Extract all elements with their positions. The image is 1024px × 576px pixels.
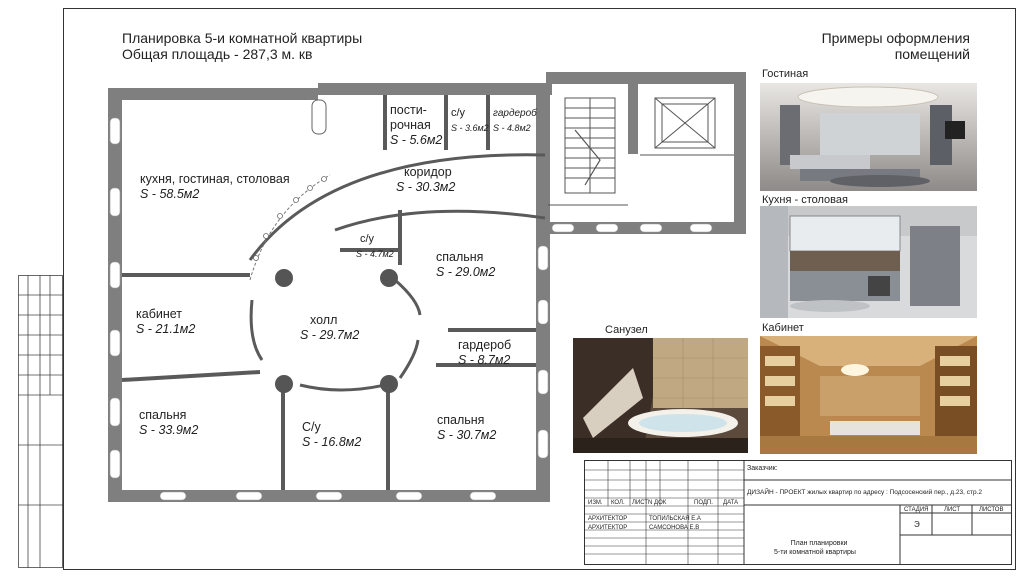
photo-study <box>760 336 977 454</box>
room-wc2 <box>356 232 394 262</box>
room-wc3 <box>302 420 361 450</box>
plan-title-line2: Общая площадь - 287,3 м. кв <box>122 46 313 62</box>
photo-caption-study: Кабинет <box>762 322 804 334</box>
examples-title <box>760 30 970 62</box>
photo-caption-kitchen: Кухня - столовая <box>762 194 848 206</box>
tb-col-ndok: N ДОК <box>648 500 667 506</box>
tb-sheets-label: ЛИСТОВ <box>979 507 1004 513</box>
photo-kitchen <box>760 206 977 318</box>
room-corridor <box>396 165 455 195</box>
tb-role1: АРХИТЕКТОР <box>588 516 628 522</box>
room-hall-area: S - 29.7м2 <box>300 328 360 342</box>
room-wc2-name: с/у <box>360 233 375 245</box>
room-study-area: S - 21.1м2 <box>136 322 196 336</box>
tb-stage-value: Э <box>914 520 920 529</box>
title-block <box>584 460 1012 565</box>
tb-col-data: ДАТА <box>723 500 739 506</box>
side-stamp-grid <box>18 275 63 568</box>
room-bedroom2 <box>139 408 198 438</box>
photo-caption-living: Гостиная <box>762 68 809 80</box>
room-bedroom1-name: спальня <box>436 250 484 264</box>
room-wc3-area: S - 16.8м2 <box>302 435 362 449</box>
room-bedroom2-area: S - 33.9м2 <box>139 423 199 437</box>
room-kitchen-living-dining <box>140 172 290 202</box>
tb-sheet-title2: 5-ти комнатной квартиры <box>774 549 856 556</box>
tb-role2: АРХИТЕКТОР <box>588 525 628 531</box>
room-bedroom1-area: S - 29.0м2 <box>436 265 496 279</box>
tb-col-list: ЛИСТ <box>632 500 649 506</box>
room-wardrobe1 <box>493 106 537 136</box>
tb-name2: САМСОНОВА Е.В <box>649 525 700 531</box>
tb-sheet-title1: План планировки <box>790 540 848 547</box>
tb-stage-label: СТАДИЯ <box>904 507 929 513</box>
examples-title-line2: помещений <box>894 46 970 62</box>
room-hall-name: холл <box>310 313 338 327</box>
room-wardrobe1-area: S - 4.8м2 <box>493 123 531 133</box>
room-laundry-name1: пости- <box>390 103 427 117</box>
room-kitchen-area: S - 58.5м2 <box>140 187 200 201</box>
photo-bathroom <box>573 338 748 453</box>
tb-sheet-label: ЛИСТ <box>944 507 961 513</box>
room-wardrobe2-name: гардероб <box>458 338 512 352</box>
examples-title-line1: Примеры оформления <box>821 30 970 46</box>
tb-col-kol: КОЛ. <box>611 500 625 506</box>
tb-client-label: Заказчик: <box>747 465 778 472</box>
room-laundry <box>390 103 442 148</box>
room-study-name: кабинет <box>136 307 183 321</box>
room-laundry-area: S - 5.6м2 <box>390 133 443 147</box>
room-wc1-name: с/у <box>451 107 466 119</box>
room-wardrobe1-name: гардероб <box>493 108 537 119</box>
room-wc1-area: S - 3.6м2 <box>451 123 489 133</box>
room-corridor-name: коридор <box>404 165 452 179</box>
room-wardrobe2-area: S - 8.7м2 <box>458 353 511 367</box>
room-laundry-name2: рочная <box>390 118 431 132</box>
room-wc2-area: S - 4.7м2 <box>356 249 394 259</box>
room-wc1 <box>451 106 489 136</box>
photo-living-room <box>760 83 977 191</box>
plan-title-line1: Планировка 5-и комнатной квартиры <box>122 30 363 46</box>
tb-project: ДИЗАЙН - ПРОЕКТ жилых квартир по адресу : Подсосенский пер., д.23, стр.2 <box>747 489 982 496</box>
photo-caption-bath: Санузел <box>605 324 648 336</box>
room-hall <box>300 313 359 343</box>
room-bedroom3-name: спальня <box>437 413 485 427</box>
room-bedroom2-name: спальня <box>139 408 187 422</box>
room-corridor-area: S - 30.3м2 <box>396 180 456 194</box>
room-wc3-name: С/у <box>302 420 321 434</box>
room-kitchen-name: кухня, гостиная, столовая <box>140 172 290 186</box>
room-bedroom3 <box>437 413 496 443</box>
tb-col-podp: ПОДП. <box>694 500 713 506</box>
room-bedroom3-area: S - 30.7м2 <box>437 428 497 442</box>
room-bedroom1 <box>436 250 495 280</box>
plan-title <box>122 30 362 62</box>
tb-col-izm: ИЗМ. <box>588 500 603 506</box>
room-wardrobe2 <box>458 338 511 368</box>
tb-name1: ТОПИЛЬСКАЯ Е.А <box>649 516 701 522</box>
room-study <box>136 307 195 337</box>
